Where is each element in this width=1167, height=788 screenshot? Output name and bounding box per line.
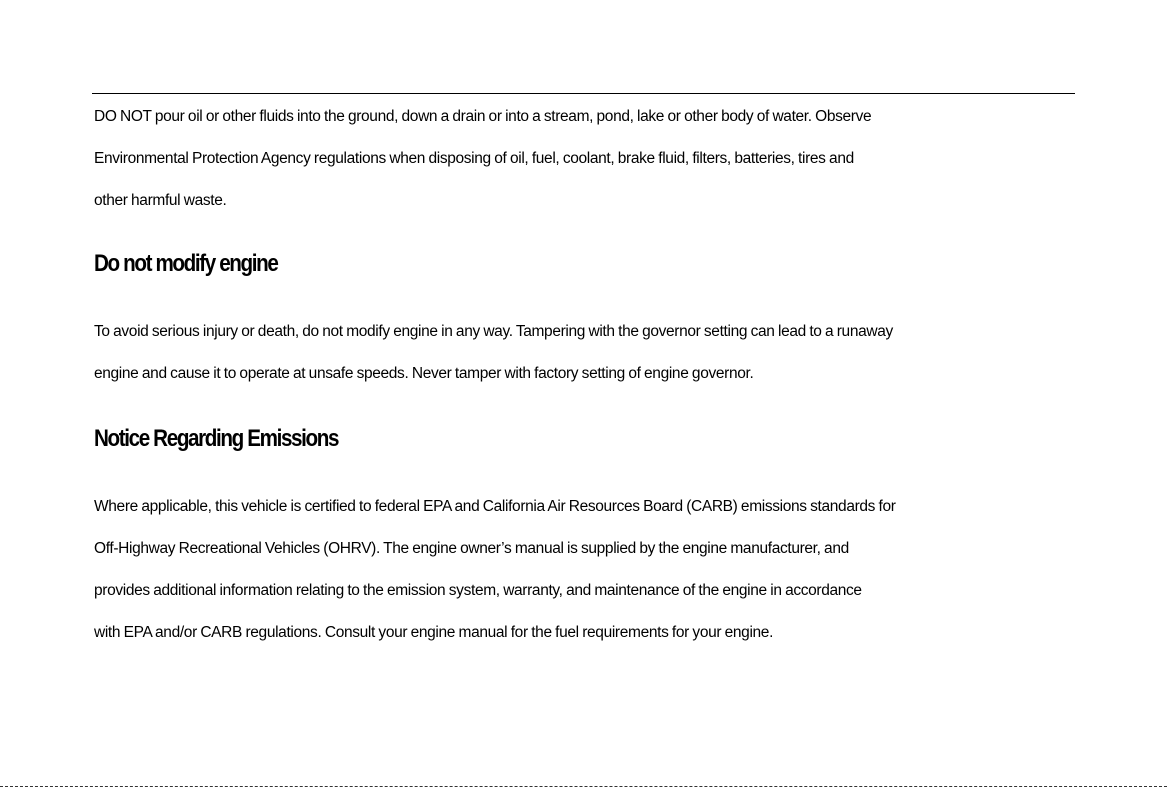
modify-line-2: engine and cause it to operate at unsafe speeds. Never tamper with factory setting of engine governor. — [94, 365, 754, 382]
emissions-line-3: provides additional information relating to the emission system, warranty, and maintenance of the engine in accordance — [94, 582, 862, 599]
emissions-paragraph — [94, 486, 1084, 654]
modify-line-1: To avoid serious injury or death, do not modify engine in any way. Tampering with the governor setting can lead to a runaway — [94, 323, 893, 340]
emissions-line-1: Where applicable, this vehicle is certified to federal EPA and California Air Resources Board (CARB) emissions standards for — [94, 498, 896, 515]
emissions-line-2: Off-Highway Recreational Vehicles (OHRV). The engine owner’s manual is supplied by the engine manufacturer, and — [94, 540, 849, 557]
disposal-line-3: other harmful waste. — [94, 192, 227, 209]
bottom-divider — [0, 786, 1167, 787]
modify-engine-paragraph — [94, 311, 1084, 395]
disposal-paragraph — [94, 96, 1084, 222]
emissions-line-4: with EPA and/or CARB regulations. Consult your engine manual for the fuel requirements for your engine. — [94, 624, 774, 641]
heading-notice-regarding-emissions: Notice Regarding Emissions — [94, 425, 339, 452]
disposal-line-1: DO NOT pour oil or other fluids into the ground, down a drain or into a stream, pond, lake or other body of water. Observe — [94, 108, 872, 125]
heading-do-not-modify-engine: Do not modify engine — [94, 250, 278, 277]
disposal-line-2: Environmental Protection Agency regulations when disposing of oil, fuel, coolant, brake fluid, filters, batteries, tires and — [94, 150, 854, 167]
top-divider — [92, 93, 1075, 94]
